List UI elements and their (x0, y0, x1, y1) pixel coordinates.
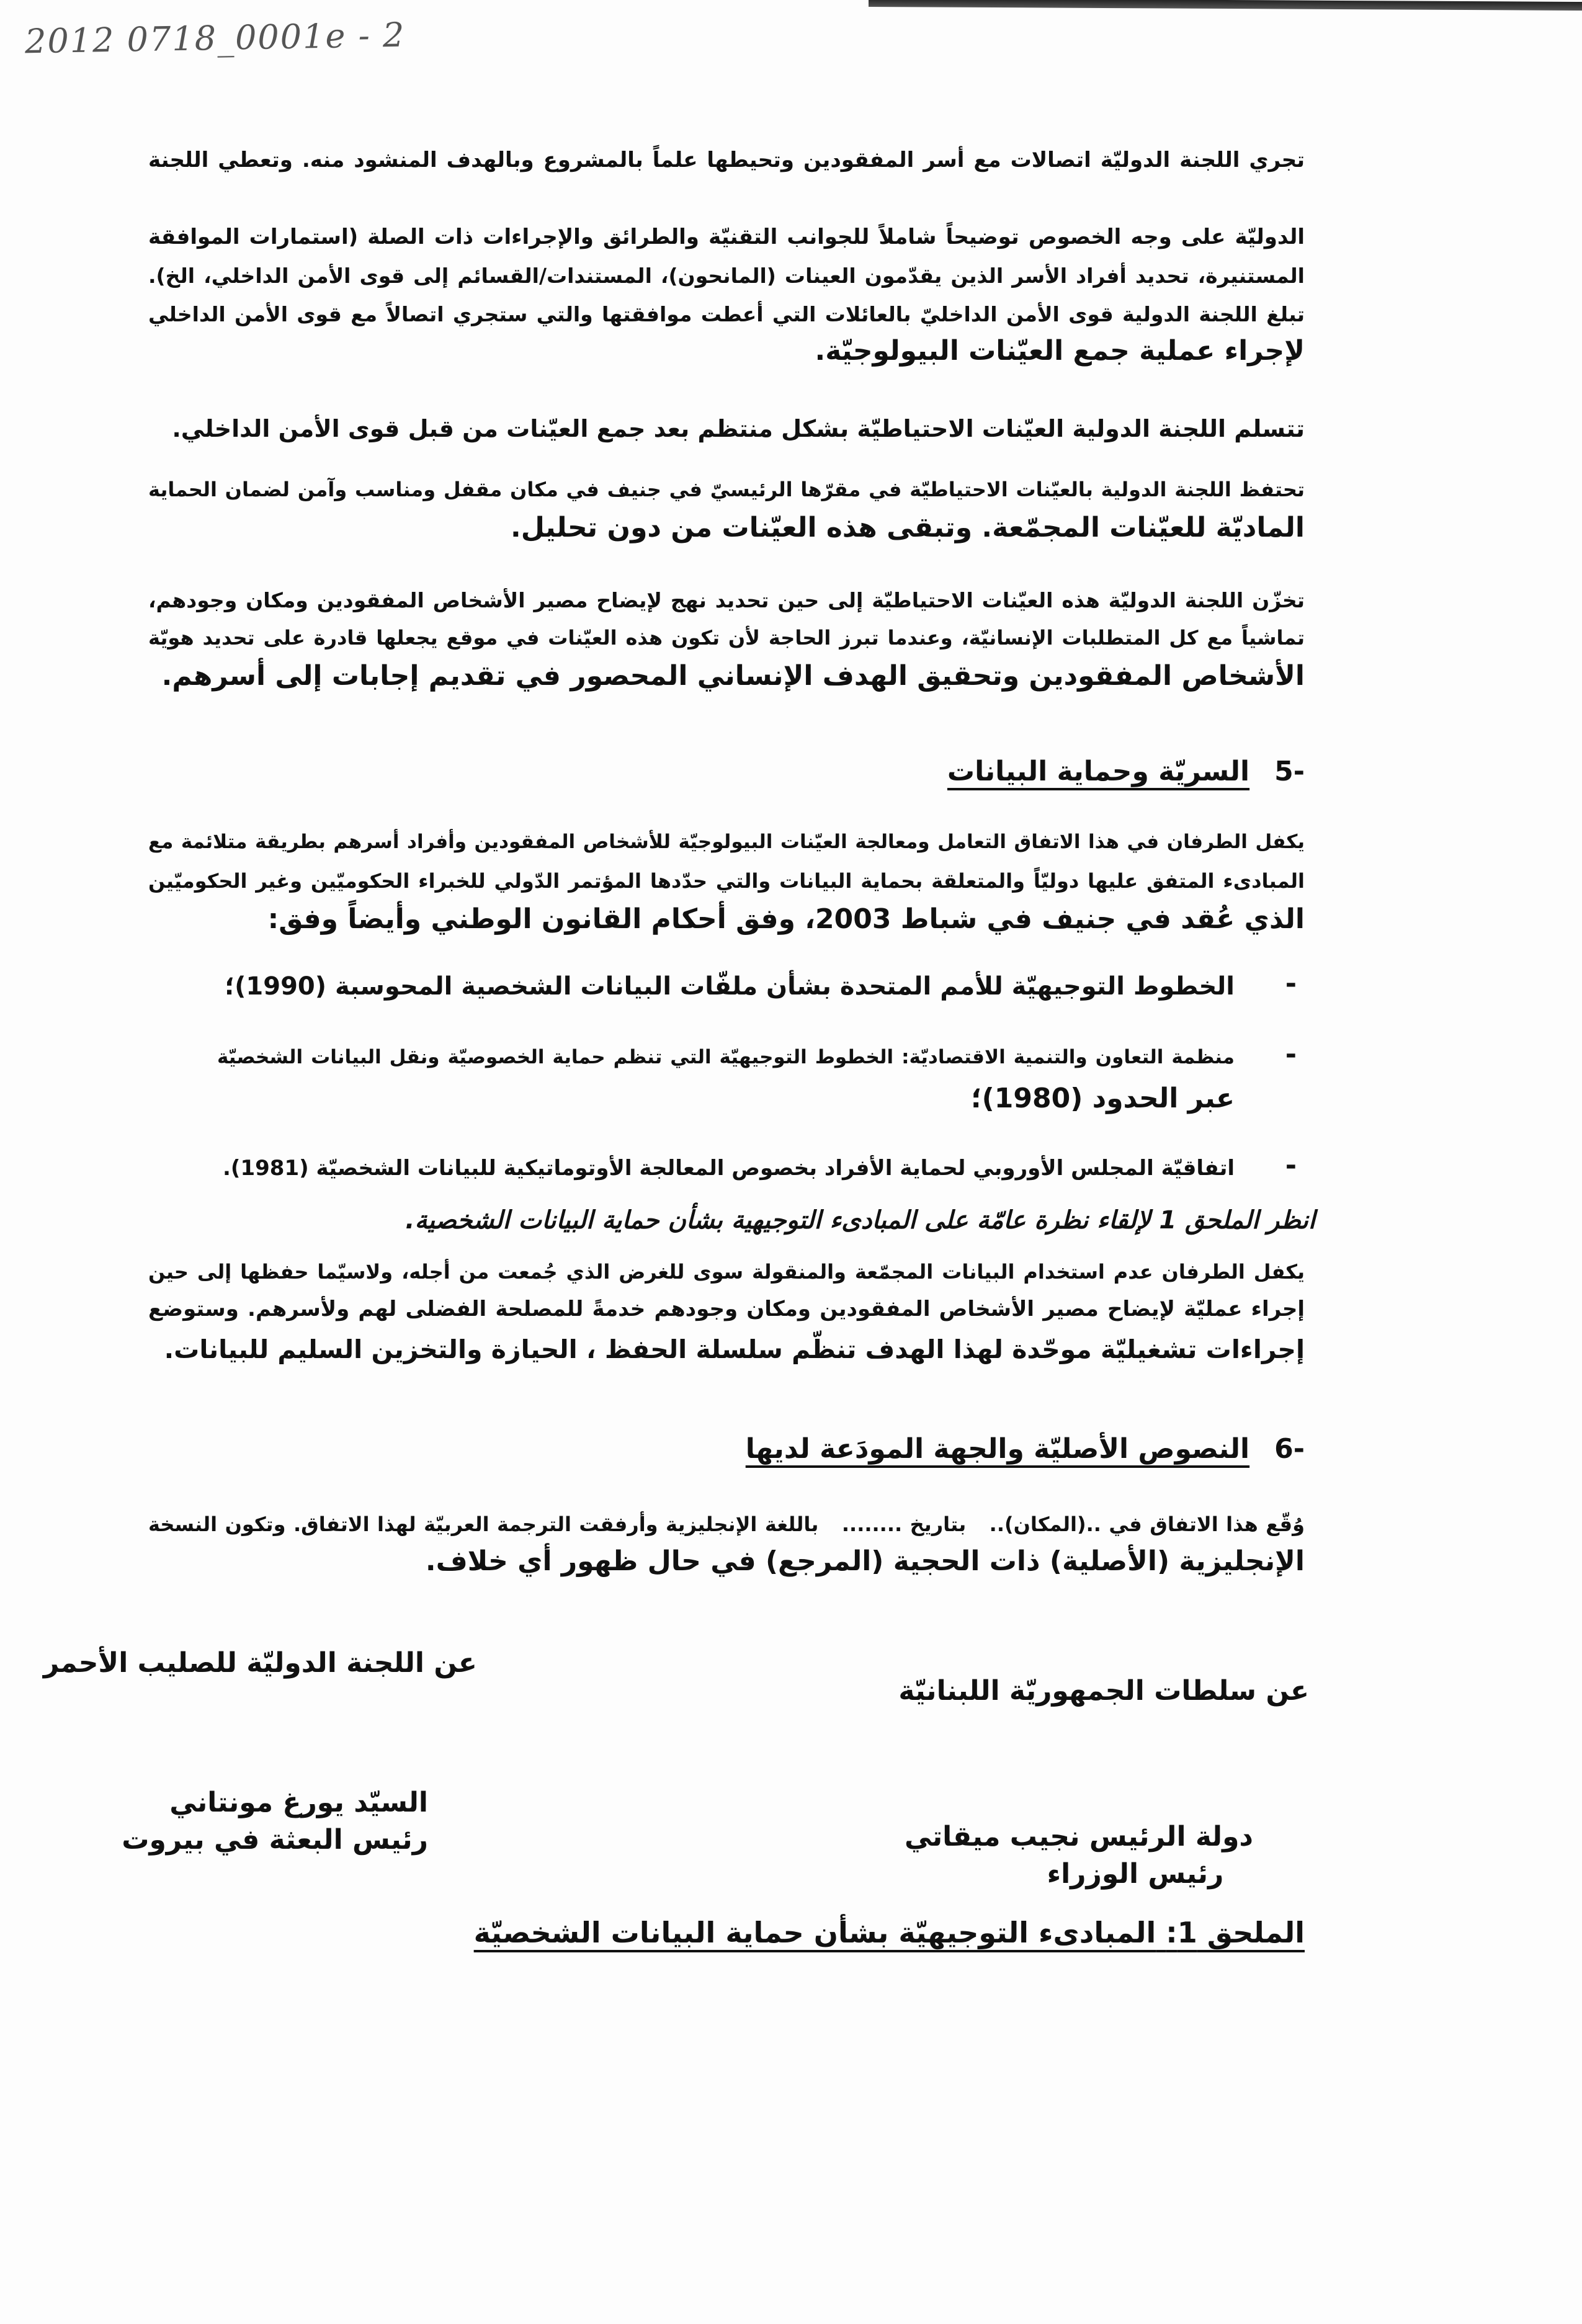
text-line: تحتفظ اللجنة الدولية بالعيّنات الاحتياطيّة في مقرّها الرئيسيّ في جنيف في مكان مقفل ومناسب وآمن لضمان الحماية (148, 478, 1305, 501)
text-line: تجري اللجنة الدوليّة اتصالات مع أسر المفقودين وتحيطها علماً بالمشروع وبالهدف المنشود منه. وتعطي اللجنة (148, 148, 1305, 172)
text-line: الماديّة للعيّنات المجمّعة. وتبقى هذه العيّنات من دون تحليل. (511, 512, 1305, 543)
text-line: الإنجليزية (الأصلية) ذات الحجية (المرجع) في حال ظهور أي خلاف. (425, 1545, 1305, 1577)
annex-title: المبادىء التوجيهيّة بشأن حماية البيانات الشخصيّة (473, 1916, 1156, 1949)
section-number: -5 (1274, 756, 1305, 787)
text-line: إجراء عمليّة لإيضاح مصير الأشخاص المفقودين ومكان وجودهم خدمةً للمصلحة الفضلى لهم ولأسرهم. وستوضع (148, 1297, 1305, 1321)
text-line: وُقّع هذا الاتفاق في ..(المكان).. بتاريخ ........ باللغة الإنجليزية وأرفقت الترجمة العربيّة لهذا الاتفاق. وتكون النسخة (148, 1513, 1305, 1536)
annex-heading (474, 1916, 1305, 1949)
section-number: -6 (1274, 1433, 1305, 1465)
section-6-heading (746, 1433, 1305, 1465)
section-title: السريّة وحماية البيانات (947, 756, 1250, 787)
section-title: النصوص الأصليّة والجهة المودَعة لديها (745, 1433, 1250, 1465)
text-line: تماشياً مع كل المتطلبات الإنسانيّة، وعندما تبرز الحاجة لأن تكون هذه العيّنات في موقع يجعلها قادرة على تحديد هويّة (148, 626, 1305, 650)
annex-label: الملحق 1: (1166, 1916, 1305, 1949)
text-line: تتسلم اللجنة الدولية العيّنات الاحتياطيّة بشكل منتظم بعد جمع العيّنات من قبل قوى الأمن الداخلي. (172, 415, 1305, 442)
bullet-marker: - (1285, 968, 1297, 999)
signatory-org: عن اللجنة الدوليّة للصليب الأحمر (43, 1647, 477, 1679)
bullet-marker: - (1285, 1039, 1297, 1070)
signatory-org: عن سلطات الجمهوريّة اللبنانيّة (898, 1675, 1309, 1707)
text-line: يكفل الطرفان عدم استخدام البيانات المجمّعة والمنقولة سوى للغرض الذي جُمعت من أجله، ولاسيّما حفظها إلى حين (148, 1260, 1305, 1284)
list-item: اتفاقيّة المجلس الأوروبي لحماية الأفراد بخصوص المعالجة الأوتوماتيكية للبيانات الشخصيّة (1981). (223, 1156, 1235, 1181)
text-line: يكفل الطرفان في هذا الاتفاق التعامل ومعالجة العيّنات البيولوجيّة للأشخاص المفقودين وأفراد أسرهم بطريقة متلائمة مع (148, 831, 1305, 853)
handwritten-reference: 2012 0718_0001e - 2 (24, 15, 406, 61)
text-line: تخزّن اللجنة الدوليّة هذه العيّنات الاحتياطيّة إلى حين تحديد نهج لإيضاح مصير الأشخاص المفقودين ومكان وجودهم، (148, 588, 1305, 612)
annex-note: انظر الملحق 1 لإلقاء نظرة عامّة على المبادىء التوجيهية بشأن حماية البيانات الشخصية. (405, 1206, 1315, 1235)
text-line: لإجراء عملية جمع العيّنات البيولوجيّة. (815, 335, 1305, 367)
text-line: المبادىء المتفق عليها دوليّاً والمتعلقة بحماية البيانات والتي حدّدها المؤتمر الدّولي للخبراء الحكوميّين وغير الحكوميّين (148, 869, 1305, 893)
scan-edge (869, 0, 1582, 11)
text-line: الدوليّة على وجه الخصوص توضيحاً شاملاً للجوانب التقنيّة والطرائق والإجراءات ذات الصلة (استمارات الموافقة (148, 225, 1305, 249)
list-item: منظمة التعاون والتنمية الاقتصاديّة: الخطوط التوجيهيّة التي تنظم حماية الخصوصيّة ونقل البيانات الشخصيّة (217, 1046, 1235, 1068)
signatory-title: رئيس الوزراء (1047, 1858, 1224, 1890)
text-line: تبلغ اللجنة الدولية قوى الأمن الداخليّ بالعائلات التي أعطت موافقتها والتي ستجري اتصالاً مع قوى الأمن الداخلي (148, 302, 1305, 326)
section-5-heading (947, 756, 1305, 787)
list-item: الخطوط التوجيهيّة للأمم المتحدة بشأن ملفّات البيانات الشخصية المحوسبة (1990)؛ (225, 972, 1235, 1001)
text-line: الأشخاص المفقودين وتحقيق الهدف الإنساني المحصور في تقديم إجابات إلى أسرهم. (161, 660, 1305, 692)
text-line: المستنيرة، تحديد أفراد الأسر الذين يقدّمون العينات (المانحون)، المستندات/القسائم إلى قوى الأمن الداخلي، الخ). (148, 264, 1305, 288)
text-line: الذي عُقد في جنيف في شباط 2003، وفق أحكام القانون الوطني وأيضاً وفق: (267, 903, 1305, 935)
signatory-name: السيّد يورغ مونتاني (169, 1787, 428, 1818)
list-item-continuation: عبر الحدود (1980)؛ (971, 1083, 1235, 1114)
signatory-name: دولة الرئيس نجيب ميقاتي (905, 1821, 1253, 1852)
bullet-marker: - (1285, 1150, 1297, 1181)
signatory-title: رئيس البعثة في بيروت (122, 1824, 428, 1856)
text-line: إجراءات تشغيليّة موحّدة لهذا الهدف تنظّم سلسلة الحفظ ، الحيازة والتخزين السليم للبيانات. (164, 1334, 1305, 1364)
